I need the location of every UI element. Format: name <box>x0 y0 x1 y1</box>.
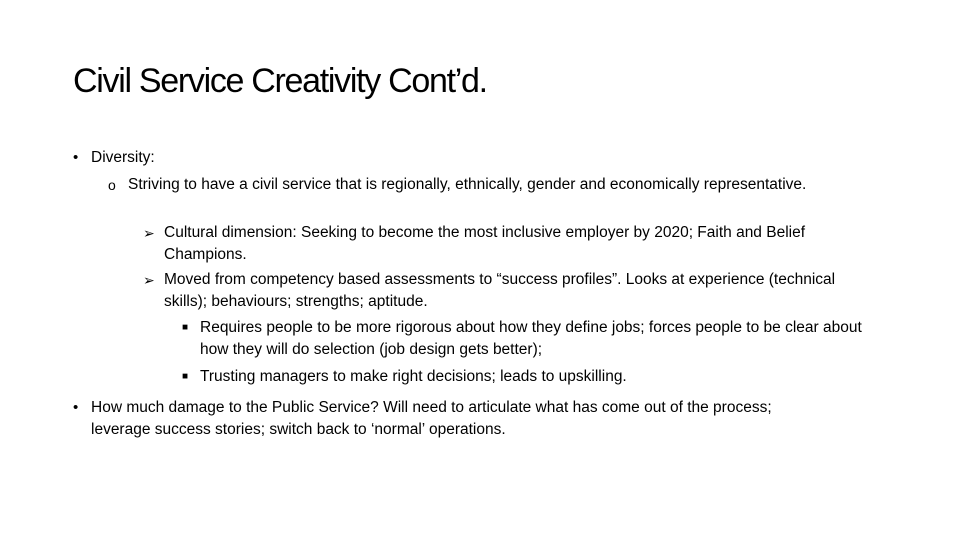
bullet-text: Moved from competency based assessments to “success profiles”. Looks at experience (technical skills); behaviours; strengths; aptitude. <box>164 271 836 310</box>
bullet-item <box>143 269 879 313</box>
arrow-bullet-icon: ➢ <box>143 272 155 288</box>
bullet-text: Diversity: <box>91 149 155 166</box>
bullet-marker-icon: • <box>73 399 79 416</box>
square-bullet-icon: ■ <box>182 322 189 333</box>
slide-title: Civil Service Creativity Cont’d. <box>73 62 487 100</box>
bullet-item <box>182 317 875 361</box>
bullet-text: How much damage to the Public Service? Will need to articulate what has come out of the process; leverage success stories; switch back to ‘normal’ operations. <box>91 399 772 438</box>
bullet-item <box>143 222 879 266</box>
arrow-bullet-icon: ➢ <box>143 225 155 241</box>
circle-bullet-icon: o <box>108 177 116 193</box>
bullet-text: Requires people to be more rigorous about how they define jobs; forces people to be clear about how they will do selection (job design gets better); <box>200 319 862 358</box>
bullet-text: Cultural dimension: Seeking to become the most inclusive employer by 2020; Faith and Belief Champions. <box>164 224 806 263</box>
bullet-item <box>182 366 875 388</box>
bullet-text: Striving to have a civil service that is regionally, ethnically, gender and economically representative. <box>128 176 807 193</box>
bullet-text: Trusting managers to make right decisions; leads to upskilling. <box>200 368 627 385</box>
bullet-item <box>73 147 831 169</box>
bullet-marker-icon: • <box>73 149 79 166</box>
bullet-item <box>108 174 818 196</box>
bullet-item <box>73 397 831 441</box>
square-bullet-icon: ■ <box>182 371 189 382</box>
